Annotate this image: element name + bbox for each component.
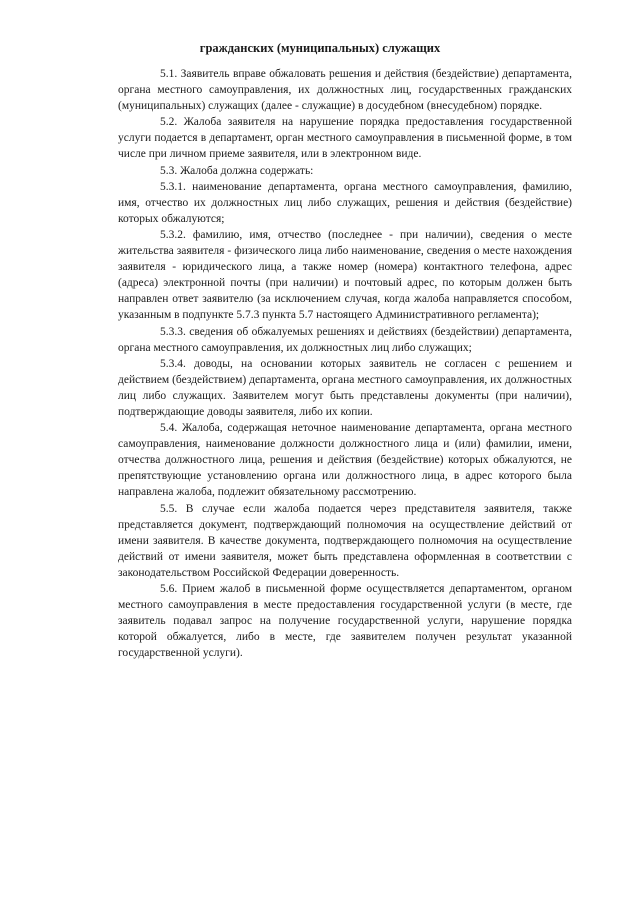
paragraph-5-3: 5.3. Жалоба должна содержать: [160,164,314,177]
paragraph-5-4: 5.4. Жалоба, содержащая неточное наименование департамента, органа местного самоуправления, наименование должности должностного лица и (или) фамилии, имени, отчества должностного лица, решения и действия (бездействие) которых обжалуются, не препятствующие установлению органа или должностного лица, в адрес которого была направлена жалоба, подлежит обязательному рассмотрению. [118,422,572,499]
paragraph-5-3-1: 5.3.1. наименование департамента, органа местного самоуправления, фамилию, имя, отчество их должностных лиц либо служащих, решения и действия (бездействие) которых обжалуются; [118,180,572,225]
paragraph-5-3-2: 5.3.2. фамилию, имя, отчество (последнее - при наличии), сведения о месте жительства заявителя - физического лица либо наименование, сведения о месте нахождения заявителя - юридического лица, а также номер (номера) контактного телефона, адрес (адреса) электронной почты (при наличии) и почтовый адрес, по которым должен быть направлен ответ заявителю (за исключением случая, когда жалоба направляется способом, указанным в подпункте 5.7.3 пункта 5.7 настоящего Административного регламента); [118,228,572,322]
paragraph-5-3-4: 5.3.4. доводы, на основании которых заявитель не согласен с решением и действием (бездействием) департамента, органа местного самоуправления, их должностных лиц либо служащих. Заявителем могут быть представлены документы (при наличии), подтверждающие доводы заявителя, либо их копии. [118,357,572,418]
section-heading: гражданских (муниципальных) служащих [199,41,441,55]
paragraph-5-6: 5.6. Прием жалоб в письменной форме осуществляется департаментом, органом местного самоуправления в месте предоставления государственной услуги (в месте, где заявитель подавал запрос на получение государственной услуги, нарушение порядка которой обжалуется, либо в месте, где заявителем получен результат указанной государственной услуги). [118,583,572,660]
paragraph-5-3-3: 5.3.3. сведения об обжалуемых решениях и действиях (бездействии) департамента, органа местного самоуправления, их должностных лиц либо служащих; [118,325,572,354]
paragraph-5-5: 5.5. В случае если жалоба подается через представителя заявителя, также представляется документ, подтверждающий полномочия на осуществление действий от имени заявителя. В качестве документа, подтверждающего полномочия на осуществление действий от имени заявителя, может быть представлена оформленная в соответствии с законодательством Российской Федерации доверенность. [118,502,572,579]
document-body [118,66,572,661]
paragraph-5-1: 5.1. Заявитель вправе обжаловать решения и действия (бездействие) департамента, органа местного самоуправления, их должностных лиц, государственных гражданских (муниципальных) служащих (далее - служащие) в досудебном (внесудебном) порядке. [118,68,572,113]
paragraph-5-2: 5.2. Жалоба заявителя на нарушение порядка предоставления государственной услуги подается в департамент, орган местного самоуправления в письменной форме, в том числе при личном приеме заявителя, или в электронном виде. [118,116,572,161]
